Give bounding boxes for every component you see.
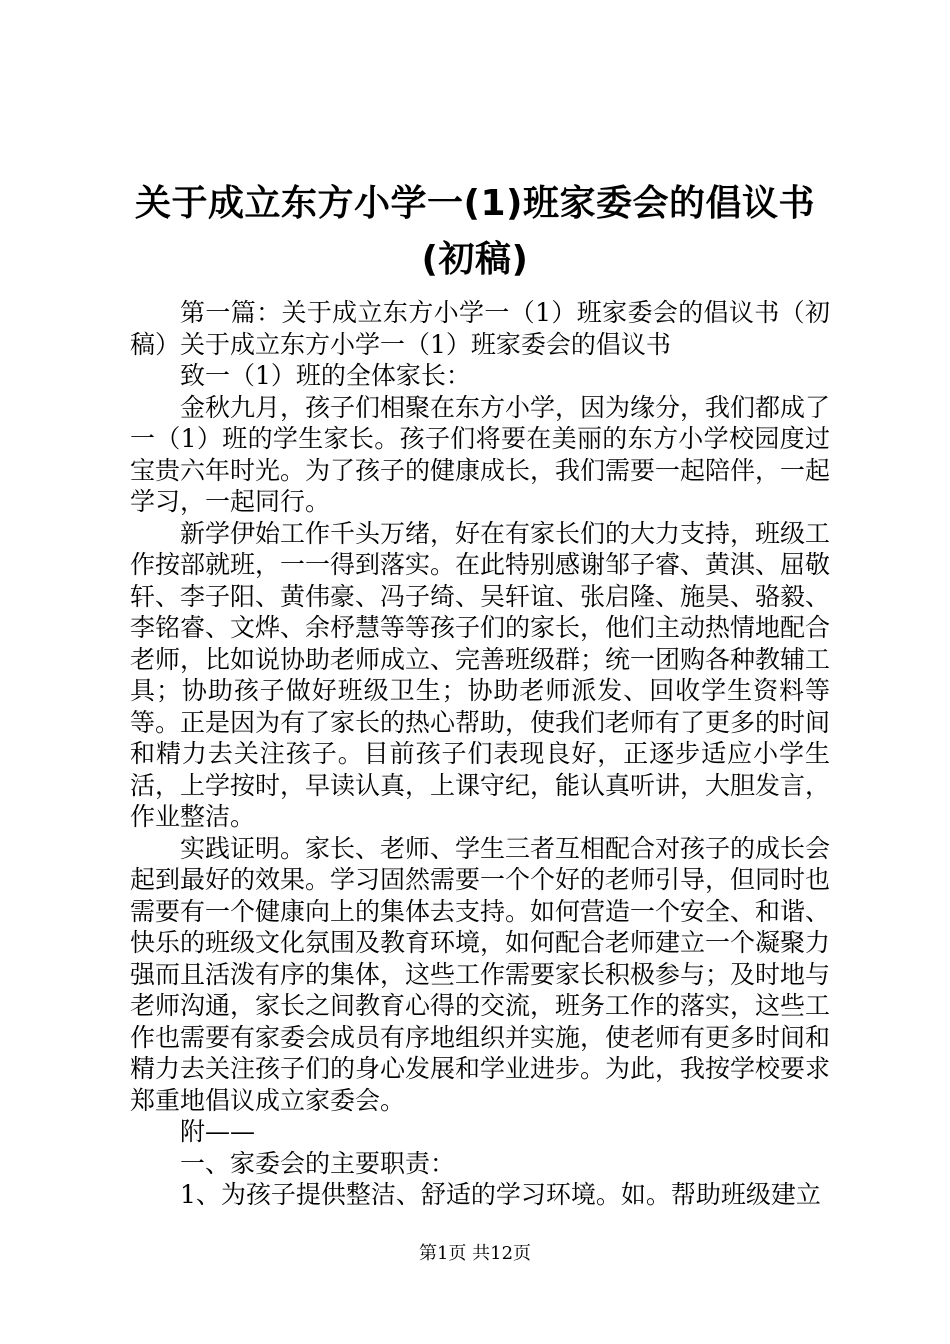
page-number: 第1页 共12页	[418, 1243, 532, 1264]
document-title: 关于成立东方小学一(1)班家委会的倡议书(初稿)	[135, 183, 815, 280]
section-heading: 一、家委会的主要职责：	[180, 1148, 456, 1178]
paragraph-salutation: 致一（1）班的全体家长：	[180, 361, 471, 390]
list-item: 1、为孩子提供整洁、舒适的学习环境。如。帮助班级建立	[180, 1180, 821, 1209]
document-body	[130, 297, 830, 1211]
paragraph-appendix-marker: 附——	[180, 1117, 256, 1146]
paragraph: 新学伊始工作千头万绪，好在有家长们的大力支持，班级工作按部就班，一一得到落实。在此特别感谢邹子睿、黄淇、屈敬轩、李子阳、黄伟豪、冯子绮、吴轩谊、张启隆、施昊、骆毅、李铭睿、文烨、余杼慧等等孩子们的家长，他们主动热情地配合老师，比如说协助老师成立、完善班级群；统一团购各种教辅工具；协助孩子做好班级卫生；协助老师派发、回收学生资料等等。正是因为有了家长的热心帮助，使我们老师有了更多的时间和精力去关注孩子。目前孩子们表现良好，正逐步适应小学生活，上学按时，早读认真，上课守纪，能认真听讲，大胆发言，作业整洁。	[130, 518, 831, 831]
paragraph: 实践证明。家长、老师、学生三者互相配合对孩子的成长会起到最好的效果。学习固然需要一个个好的老师引导，但同时也需要有一个健康向上的集体去支持。如何营造一个安全、和谐、快乐的班级文化氛围及教育环境，如何配合老师建立一个凝聚力强而且活泼有序的集体，这些工作需要家长积极参与；及时地与老师沟通，家长之间教育心得的交流，班务工作的落实，这些工作也需要有家委会成员有序地组织并实施，使老师有更多时间和精力去关注孩子们的身心发展和学业进步。为此，我按学校要求郑重地倡议成立家委会。	[130, 833, 831, 1115]
paragraph-heading: 第一篇：关于成立东方小学一（1）班家委会的倡议书（初稿）关于成立东方小学一（1）班家委会的倡议书	[130, 298, 830, 359]
paragraph: 金秋九月，孩子们相聚在东方小学，因为缘分，我们都成了一（1）班的学生家长。孩子们将要在美丽的东方小学校园度过宝贵六年时光。为了孩子的健康成长，我们需要一起陪伴，一起学习，一起同行。	[130, 392, 831, 516]
